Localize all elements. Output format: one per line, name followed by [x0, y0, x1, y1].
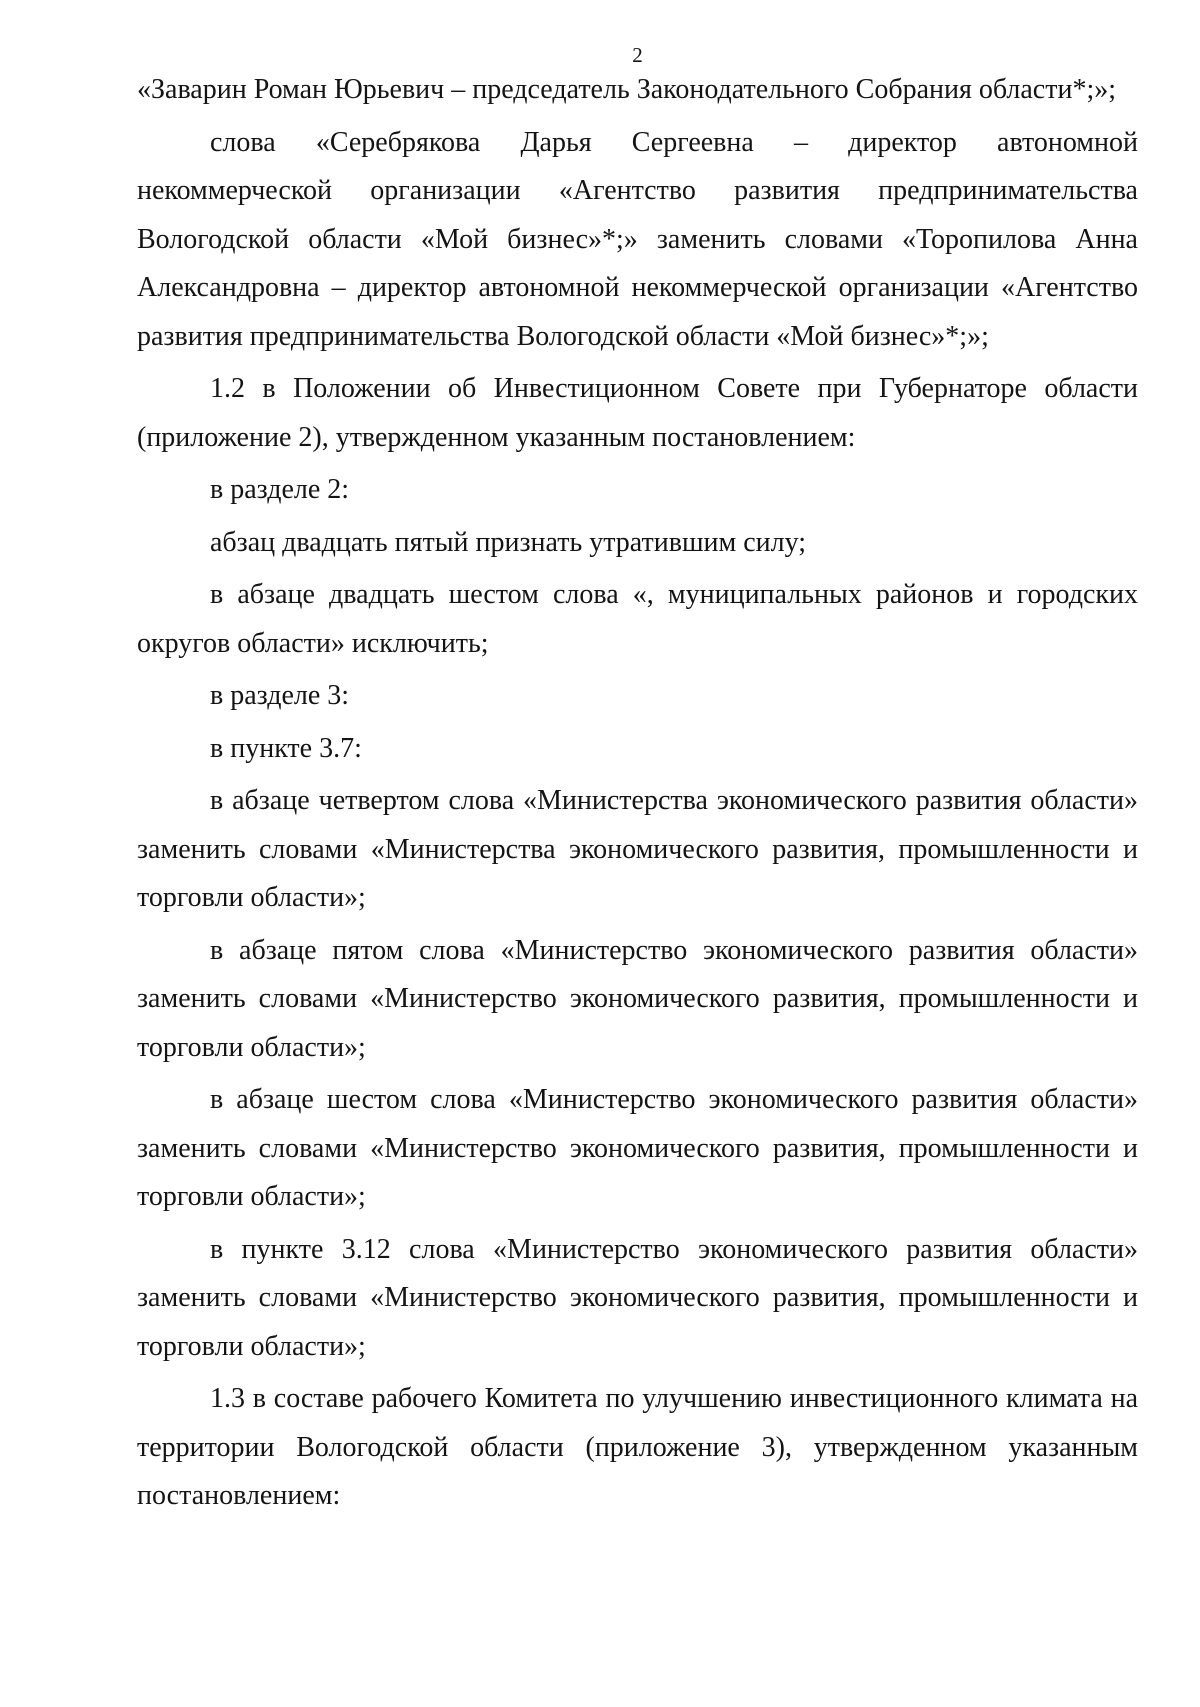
- paragraph-section-2: в разделе 2:: [210, 474, 350, 505]
- page-number: 2: [632, 43, 643, 67]
- paragraph-4th-abzac: в абзаце четвертом слова «Министерства экономического развития области» заменить словами «Министерства экономического развития, промышленности и торговли области»;: [137, 785, 1138, 913]
- paragraph-replace-serebryakova: слова «Серебрякова Дарья Сергеевна – директор автономной некоммерческой организации «Агентство развития предпринимательства Вологодской области «Мой бизнес»*;» заменить словами «Торопилова Анна Александровна – директор автономной некоммерческой организации «Агентство развития предпринимательства Вологодской области «Мой бизнес»*;»;: [137, 126, 1138, 352]
- paragraph-6th-abzac: в абзаце шестом слова «Министерство экономического развития области» заменить словами «Министерство экономического развития, промышленности и торговли области»;: [137, 1084, 1138, 1212]
- paragraph-25th-abzac: абзац двадцать пятый признать утратившим силу;: [210, 526, 807, 558]
- paragraph-zavarin: «Заварин Роман Юрьевич – председатель Законодательного Собрания области*;»;: [137, 74, 1117, 105]
- paragraph-1-2: 1.2 в Положении об Инвестиционном Совете при Губернаторе области (приложение 2), утвержденном указанным постановлением:: [137, 373, 1138, 453]
- document-body: [137, 66, 1138, 1525]
- paragraph-5th-abzac: в абзаце пятом слова «Министерство экономического развития области» заменить словами «Министерство экономического развития, промышленности и торговли области»;: [137, 934, 1138, 1063]
- paragraph-1-3: 1.3 в составе рабочего Комитета по улучшению инвестиционного климата на территории Вологодской области (приложение 3), утвержденном указанным постановлением:: [137, 1383, 1138, 1511]
- paragraph-point-3-7: в пункте 3.7:: [210, 732, 362, 764]
- paragraph-26th-abzac: в абзаце двадцать шестом слова «, муниципальных районов и городских округов области» исключить;: [137, 579, 1138, 659]
- paragraph-point-3-12: в пункте 3.12 слова «Министерство экономического развития области» заменить словами «Министерство экономического развития, промышленности и торговли области»;: [137, 1233, 1138, 1362]
- paragraph-section-3: в разделе 3:: [210, 680, 350, 711]
